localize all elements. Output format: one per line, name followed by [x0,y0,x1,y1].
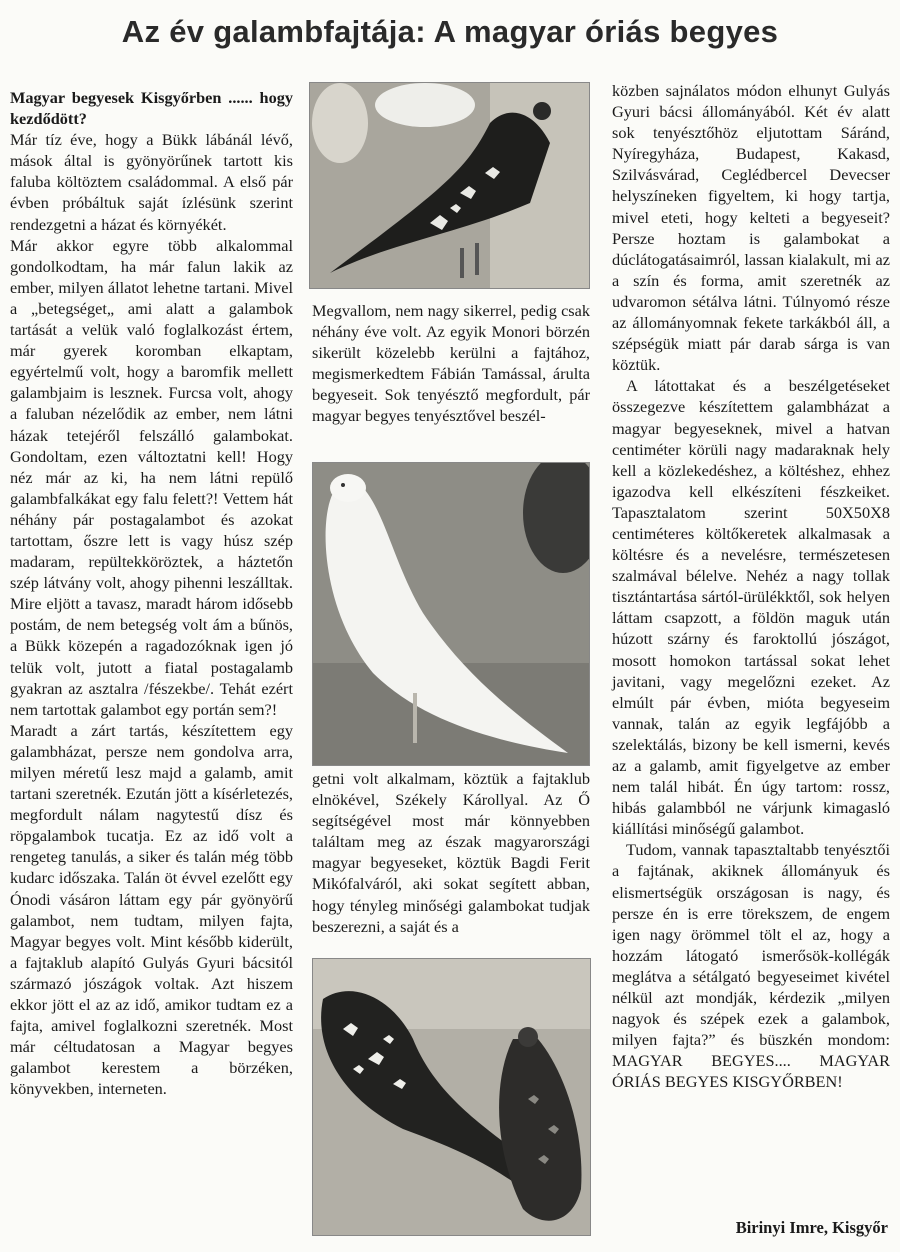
photo-white-pigeon [312,462,590,766]
pigeon-photo-image [310,83,589,288]
paragraph: közben sajnálatos módon elhunyt Gulyás Gyuri bácsi állományából. Két év alatt sok tenyésztőhöz eljutottam Sáránd, Nyíregyháza, Budapest, Kakasd, Szilvásvárad, Ceglédbercel Devecser helyszíneken figyeltem, ki hogy tartja, mivel eteti, hogy kelteti a begyeseit? Persze hoztam is galambokat a dúclátogatásaimról, lassan kialakult, mi az a szín és forma, amit szeretnék az udvaromon sétálva látni. Túlnyomó része az állományomnak fekete tarkákból áll, a szépségük miatt pár darab sárga is van köztük. [612,81,890,375]
section-subhead: Magyar begyesek Kisgyőrben ...... hogy kezdődött? [10,88,293,129]
article-title: Az év galambfajtája: A magyar óriás begyes [121,14,779,49]
paragraph: Tudom, vannak tapasztaltabb tenyésztői a fajtának, akiknek állományuk és elismertségük országosan is nagy, és persze én is erre törekszem, de engem igen nagy örömmel tölt el az, hogy a hozzám látogató ismerősök-kollégák meglátva a sétálgató begyeseimet kivétel nélkül azt mondják, kérdezik „milyen nagyok és szépek ezek a galambok, milyen fajta?” és büszkén mondom: MAGYAR BEGYES.... MAGYAR ÓRIÁS BEGYES KISGYŐRBEN! [612,840,890,1092]
column-1 [10,87,293,1100]
paragraph: getni volt alkalmam, köztük a fajtaklub elnökével, Székely Károllyal. Az Ő segítségével most már könnyebben találtam meg az észak magyarországi magyar begyeseket, köztük Bagdi Ferit Mikófalváról, aki sokat segített abban, hogy tényleg minőségi galambokat tudjak beszerezni, a saját és a [312,769,590,936]
column-2-top [312,300,590,427]
paragraph: Maradt a zárt tartás, készítettem egy galambházat, persze nem gondolva arra, milyen méretű lesz majd a galamb, amit tartani szeretnék. Ezután jött a kísérletezés, megfordult nálam nagytestű dísz és röpgalambok tucatja. Ez az idő volt a rengeteg tanulás, a siker és talán még több kudarc időszaka. Talán öt évvel ezelőtt egy Ónodi vásáron láttam egy pár gyönyörű galambot, nem tudtam, milyen fajta, Magyar begyes volt. Mint később kiderült, a fajtaklub alapító Gulyás Gyuri bácsitól származó jószágok voltak. Azt hiszem ekkor jött el az az idő, amikor tudtam ez a fajta, amivel foglalkozni szeretnék. Most már céltudatosan a Magyar begyes galambot kerestem a börzéken, könyvekben, interneten. [10,720,293,1099]
photo-pied-pigeon [309,82,590,289]
photo-two-pigeons [312,958,591,1236]
column-3 [612,80,890,1093]
paragraph: A látottakat és a beszélgetéseket összegezve készítettem galambházat a magyar begyeseknek, mivel a hatvan centiméter körüli nagy madaraknak hely kell a közlekedéshez, a költéshez, ehhez igazodva kell elkészíteni fészkeiket. Tapasztalatom szerint 50X50X8 centiméteres költőkeretek alkalmasak a költésre és a nevelésre, természetesen szalmával bélelve. Nehéz a nagy tollak tisztántartása sártól-ürülékktől, sok helyen láttam csapzott, a földön maguk után húzott szárny és faroktollú jószágot, mosott homokon tartással sokat lehet javitani, vagy megelőzni ezeket. Az elmúlt pár évben, mióta begyeseim vannak, talán az egyik legfájóbb a szelektálás, bizony be kell ismerni, kevés az a galamb, amit figyelgetve az ember nem talál hibát. Én úgy tartom: rossz, hibás galambból ne várjunk kimagasló kiállítási minőségű galambot. [612,376,890,839]
paragraph: Megvallom, nem nagy sikerrel, pedig csak néhány éve volt. Az egyik Monori börzén sikerült közelebb kerülni a fajtához, megismerkedtem Fábián Tamással, árulta begyeseit. Sok tenyésztő megfordult, pár magyar begyes tenyésztővel beszél- [312,301,590,426]
column-2-bottom [312,768,590,937]
paragraph: Már tíz éve, hogy a Bükk lábánál lévő, mások által is gyönyörűnek tartott kis faluba költöztem családommal. A első pár évben próbáltuk saját ízlésünk szerint rendezgetni a házat és környékét. [10,130,293,234]
paragraph: Már akkor egyre több alkalommal gondolkodtam, ha már falun lakik az ember, milyen állatot lehetne tartani. Mivel a „betegséget„ ami alatt a galambok tartását a velük való foglalkozást értem, már gyerek koromban elkaptam, egyértelmű volt, hogy a baromfik mellett galambjaim is lesznek. Furcsa volt, ahogy a faluban nézelődik az ember, nem látni házak tetejéről felszálló galambokat. Gondoltam, ezen változtatni kell! Hogy néz már az ki, ha nem látni repülő galambfalkákat egy falu felett?! Vettem hát néhány pár postagalambot és azokat tartottam, őszre lett is vagy húsz szép madaram, repültekköröztek, a háztetőn szép látvány volt, ahogy pihenni leszálltak. Mire eljött a tavasz, maradt három idősebb postám, de nem betegség volt ám a bűnös, a Bükk közepén a ragadozóknak igen jó telük volt, jutott a fiatal postagalamb gyakran az asztalra /fészekbe/. Tehát ezért nem tartottak galambot egy portán sem?! [10,235,293,719]
pigeon-photo-image [313,959,590,1235]
pigeon-photo-image [313,463,589,765]
author-byline: Birinyi Imre, Kisgyőr [735,1218,888,1237]
